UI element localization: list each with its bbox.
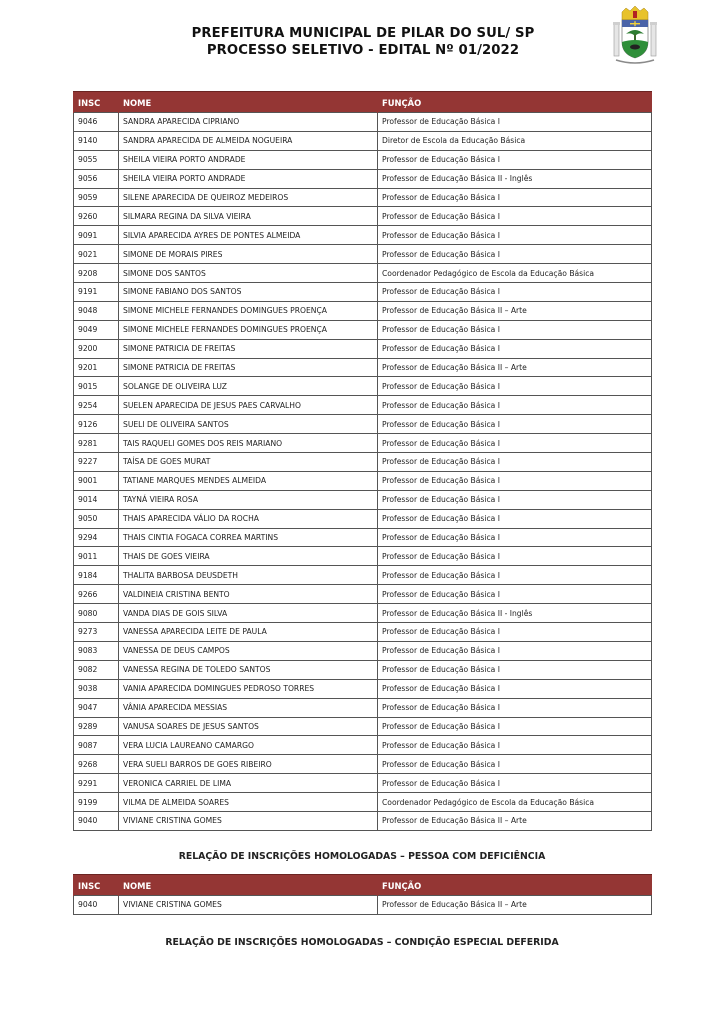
name-cell: SIMONE DOS SANTOS — [119, 264, 378, 283]
insc-cell: 9200 — [74, 339, 119, 358]
pcd-registrations-table — [73, 874, 652, 915]
table-row — [74, 188, 652, 207]
insc-cell: 9087 — [74, 736, 119, 755]
insc-cell: 9047 — [74, 698, 119, 717]
insc-cell: 9015 — [74, 377, 119, 396]
name-cell: VILMA DE ALMEIDA SOARES — [119, 793, 378, 812]
insc-cell: 9082 — [74, 660, 119, 679]
role-cell: Professor de Educação Básica I — [378, 566, 652, 585]
name-cell: VERONICA CARRIEL DE LIMA — [119, 774, 378, 793]
insc-cell: 9038 — [74, 679, 119, 698]
name-cell: VALDINEIA CRISTINA BENTO — [119, 585, 378, 604]
insc-cell: 9126 — [74, 415, 119, 434]
table-row — [74, 377, 652, 396]
role-cell: Professor de Educação Básica I — [378, 226, 652, 245]
insc-cell: 9184 — [74, 566, 119, 585]
table-row — [74, 471, 652, 490]
table-row — [74, 793, 652, 812]
insc-cell: 9191 — [74, 283, 119, 302]
insc-cell: 9227 — [74, 453, 119, 472]
table-row — [74, 509, 652, 528]
table-row — [74, 415, 652, 434]
section-title-pcd: RELAÇÃO DE INSCRIÇÕES HOMOLOGADAS – PESSOA COM DEFICIÊNCIA — [178, 851, 546, 862]
table-row — [74, 811, 652, 830]
insc-cell: 9268 — [74, 755, 119, 774]
column-header-nome: NOME — [119, 875, 378, 896]
insc-cell: 9050 — [74, 509, 119, 528]
name-cell: SIMONE DE MORAIS PIRES — [119, 245, 378, 264]
table-row — [74, 245, 652, 264]
role-cell: Professor de Educação Básica I — [378, 320, 652, 339]
role-cell: Professor de Educação Básica II - Inglês — [378, 604, 652, 623]
table-row — [74, 434, 652, 453]
name-cell: SANDRA APARECIDA CIPRIANO — [119, 113, 378, 132]
role-cell: Professor de Educação Básica I — [378, 509, 652, 528]
role-cell: Coordenador Pedagógico de Escola da Educação Básica — [378, 264, 652, 283]
name-cell: THAIS DE GOES VIEIRA — [119, 547, 378, 566]
table-row — [74, 566, 652, 585]
table-row — [74, 604, 652, 623]
table-row — [74, 736, 652, 755]
role-cell: Coordenador Pedagógico de Escola da Educação Básica — [378, 793, 652, 812]
column-header-funcao: FUNÇÃO — [378, 875, 652, 896]
name-cell: SILVIA APARECIDA AYRES DE PONTES ALMEIDA — [119, 226, 378, 245]
role-cell: Professor de Educação Básica I — [378, 774, 652, 793]
table-row — [74, 113, 652, 132]
insc-cell: 9254 — [74, 396, 119, 415]
name-cell: SOLANGE DE OLIVEIRA LUZ — [119, 377, 378, 396]
insc-cell: 9208 — [74, 264, 119, 283]
name-cell: SIMONE MICHELE FERNANDES DOMINGUES PROENÇA — [119, 320, 378, 339]
insc-cell: 9049 — [74, 320, 119, 339]
name-cell: VERA SUELI BARROS DE GOES RIBEIRO — [119, 755, 378, 774]
role-cell: Professor de Educação Básica I — [378, 207, 652, 226]
name-cell: VANIA APARECIDA DOMINGUES PEDROSO TORRES — [119, 679, 378, 698]
document-title-line2: PROCESSO SELETIVO - EDITAL Nº 01/2022 — [206, 43, 520, 58]
role-cell: Professor de Educação Básica I — [378, 150, 652, 169]
role-cell: Professor de Educação Básica II – Arte — [378, 358, 652, 377]
name-cell: SANDRA APARECIDA DE ALMEIDA NOGUEIRA — [119, 131, 378, 150]
name-cell: THAIS APARECIDA VÁLIO DA ROCHA — [119, 509, 378, 528]
role-cell: Professor de Educação Básica II – Arte — [378, 811, 652, 830]
role-cell: Professor de Educação Básica I — [378, 490, 652, 509]
insc-cell: 9199 — [74, 793, 119, 812]
name-cell: SILENE APARECIDA DE QUEIROZ MEDEIROS — [119, 188, 378, 207]
table-row — [74, 679, 652, 698]
role-cell: Professor de Educação Básica I — [378, 660, 652, 679]
table-row — [74, 264, 652, 283]
role-cell: Professor de Educação Básica II – Arte — [378, 896, 652, 915]
name-cell: TAIS RAQUELI GOMES DOS REIS MARIANO — [119, 434, 378, 453]
role-cell: Professor de Educação Básica I — [378, 377, 652, 396]
role-cell: Diretor de Escola da Educação Básica — [378, 131, 652, 150]
name-cell: VANUSA SOARES DE JESUS SANTOS — [119, 717, 378, 736]
insc-cell: 9040 — [74, 896, 119, 915]
name-cell: SIMONE MICHELE FERNANDES DOMINGUES PROENÇA — [119, 301, 378, 320]
table-row — [74, 358, 652, 377]
insc-cell: 9266 — [74, 585, 119, 604]
column-header-insc: INSC — [74, 875, 119, 896]
column-header-nome: NOME — [119, 92, 378, 113]
role-cell: Professor de Educação Básica I — [378, 415, 652, 434]
table-row — [74, 226, 652, 245]
role-cell: Professor de Educação Básica I — [378, 755, 652, 774]
role-cell: Professor de Educação Básica I — [378, 113, 652, 132]
insc-cell: 9055 — [74, 150, 119, 169]
role-cell: Professor de Educação Básica II – Arte — [378, 301, 652, 320]
role-cell: Professor de Educação Básica II - Inglês — [378, 169, 652, 188]
column-header-insc: INSC — [74, 92, 119, 113]
name-cell: VANDA DIAS DE GOIS SILVA — [119, 604, 378, 623]
role-cell: Professor de Educação Básica I — [378, 396, 652, 415]
role-cell: Professor de Educação Básica I — [378, 528, 652, 547]
insc-cell: 9260 — [74, 207, 119, 226]
role-cell: Professor de Educação Básica I — [378, 547, 652, 566]
registrations-table — [73, 91, 652, 831]
insc-cell: 9091 — [74, 226, 119, 245]
insc-cell: 9294 — [74, 528, 119, 547]
insc-cell: 9083 — [74, 641, 119, 660]
insc-cell: 9040 — [74, 811, 119, 830]
table-row — [74, 585, 652, 604]
name-cell: THALITA BARBOSA DEUSDETH — [119, 566, 378, 585]
table-row — [74, 283, 652, 302]
role-cell: Professor de Educação Básica I — [378, 434, 652, 453]
insc-cell: 9281 — [74, 434, 119, 453]
table-row — [74, 641, 652, 660]
table-row — [74, 396, 652, 415]
insc-cell: 9046 — [74, 113, 119, 132]
table-row — [74, 774, 652, 793]
table-row — [74, 660, 652, 679]
name-cell: VIVIANE CRISTINA GOMES — [119, 811, 378, 830]
role-cell: Professor de Educação Básica I — [378, 698, 652, 717]
insc-cell: 9011 — [74, 547, 119, 566]
name-cell: VANESSA REGINA DE TOLEDO SANTOS — [119, 660, 378, 679]
table-header-row — [74, 875, 652, 896]
insc-cell: 9056 — [74, 169, 119, 188]
table-row — [74, 207, 652, 226]
name-cell: VERA LUCIA LAUREANO CAMARGO — [119, 736, 378, 755]
insc-cell: 9048 — [74, 301, 119, 320]
table-row — [74, 896, 652, 915]
table-row — [74, 169, 652, 188]
name-cell: SHEILA VIEIRA PORTO ANDRADE — [119, 169, 378, 188]
name-cell: VANESSA DE DEUS CAMPOS — [119, 641, 378, 660]
insc-cell: 9080 — [74, 604, 119, 623]
role-cell: Professor de Educação Básica I — [378, 471, 652, 490]
table-row — [74, 528, 652, 547]
column-header-funcao: FUNÇÃO — [378, 92, 652, 113]
insc-cell: 9289 — [74, 717, 119, 736]
name-cell: TAÍSA DE GOES MURAT — [119, 453, 378, 472]
role-cell: Professor de Educação Básica I — [378, 585, 652, 604]
table-row — [74, 698, 652, 717]
insc-cell: 9014 — [74, 490, 119, 509]
role-cell: Professor de Educação Básica I — [378, 623, 652, 642]
name-cell: SUELI DE OLIVEIRA SANTOS — [119, 415, 378, 434]
table-row — [74, 150, 652, 169]
name-cell: SIMONE FABIANO DOS SANTOS — [119, 283, 378, 302]
table-row — [74, 755, 652, 774]
insc-cell: 9140 — [74, 131, 119, 150]
table-row — [74, 717, 652, 736]
role-cell: Professor de Educação Básica I — [378, 245, 652, 264]
insc-cell: 9059 — [74, 188, 119, 207]
insc-cell: 9021 — [74, 245, 119, 264]
table-row — [74, 490, 652, 509]
role-cell: Professor de Educação Básica I — [378, 339, 652, 358]
role-cell: Professor de Educação Básica I — [378, 453, 652, 472]
coat-of-arms-logo — [612, 6, 658, 68]
section-title-special-condition: RELAÇÃO DE INSCRIÇÕES HOMOLOGADAS – CONDIÇÃO ESPECIAL DEFERIDA — [165, 937, 559, 948]
document-title-line1: PREFEITURA MUNICIPAL DE PILAR DO SUL/ SP — [191, 26, 535, 41]
table-row — [74, 547, 652, 566]
table-row — [74, 301, 652, 320]
role-cell: Professor de Educação Básica I — [378, 188, 652, 207]
name-cell: SIMONE PATRICIA DE FREITAS — [119, 339, 378, 358]
name-cell: VIVIANE CRISTINA GOMES — [119, 896, 378, 915]
name-cell: SIMONE PATRICIA DE FREITAS — [119, 358, 378, 377]
table-row — [74, 320, 652, 339]
name-cell: SUELEN APARECIDA DE JESUS PAES CARVALHO — [119, 396, 378, 415]
table-header-row — [74, 92, 652, 113]
name-cell: SHEILA VIEIRA PORTO ANDRADE — [119, 150, 378, 169]
name-cell: VÂNIA APARECIDA MESSIAS — [119, 698, 378, 717]
table-row — [74, 623, 652, 642]
insc-cell: 9201 — [74, 358, 119, 377]
name-cell: SILMARA REGINA DA SILVA VIEIRA — [119, 207, 378, 226]
insc-cell: 9001 — [74, 471, 119, 490]
table-row — [74, 339, 652, 358]
name-cell: THAIS CINTIA FOGACA CORREA MARTINS — [119, 528, 378, 547]
role-cell: Professor de Educação Básica I — [378, 283, 652, 302]
role-cell: Professor de Educação Básica I — [378, 717, 652, 736]
role-cell: Professor de Educação Básica I — [378, 679, 652, 698]
table-row — [74, 453, 652, 472]
table-row — [74, 131, 652, 150]
name-cell: TATIANE MARQUES MENDES ALMEIDA — [119, 471, 378, 490]
name-cell: VANESSA APARECIDA LEITE DE PAULA — [119, 623, 378, 642]
insc-cell: 9273 — [74, 623, 119, 642]
role-cell: Professor de Educação Básica I — [378, 641, 652, 660]
role-cell: Professor de Educação Básica I — [378, 736, 652, 755]
insc-cell: 9291 — [74, 774, 119, 793]
name-cell: TAYNÁ VIEIRA ROSA — [119, 490, 378, 509]
